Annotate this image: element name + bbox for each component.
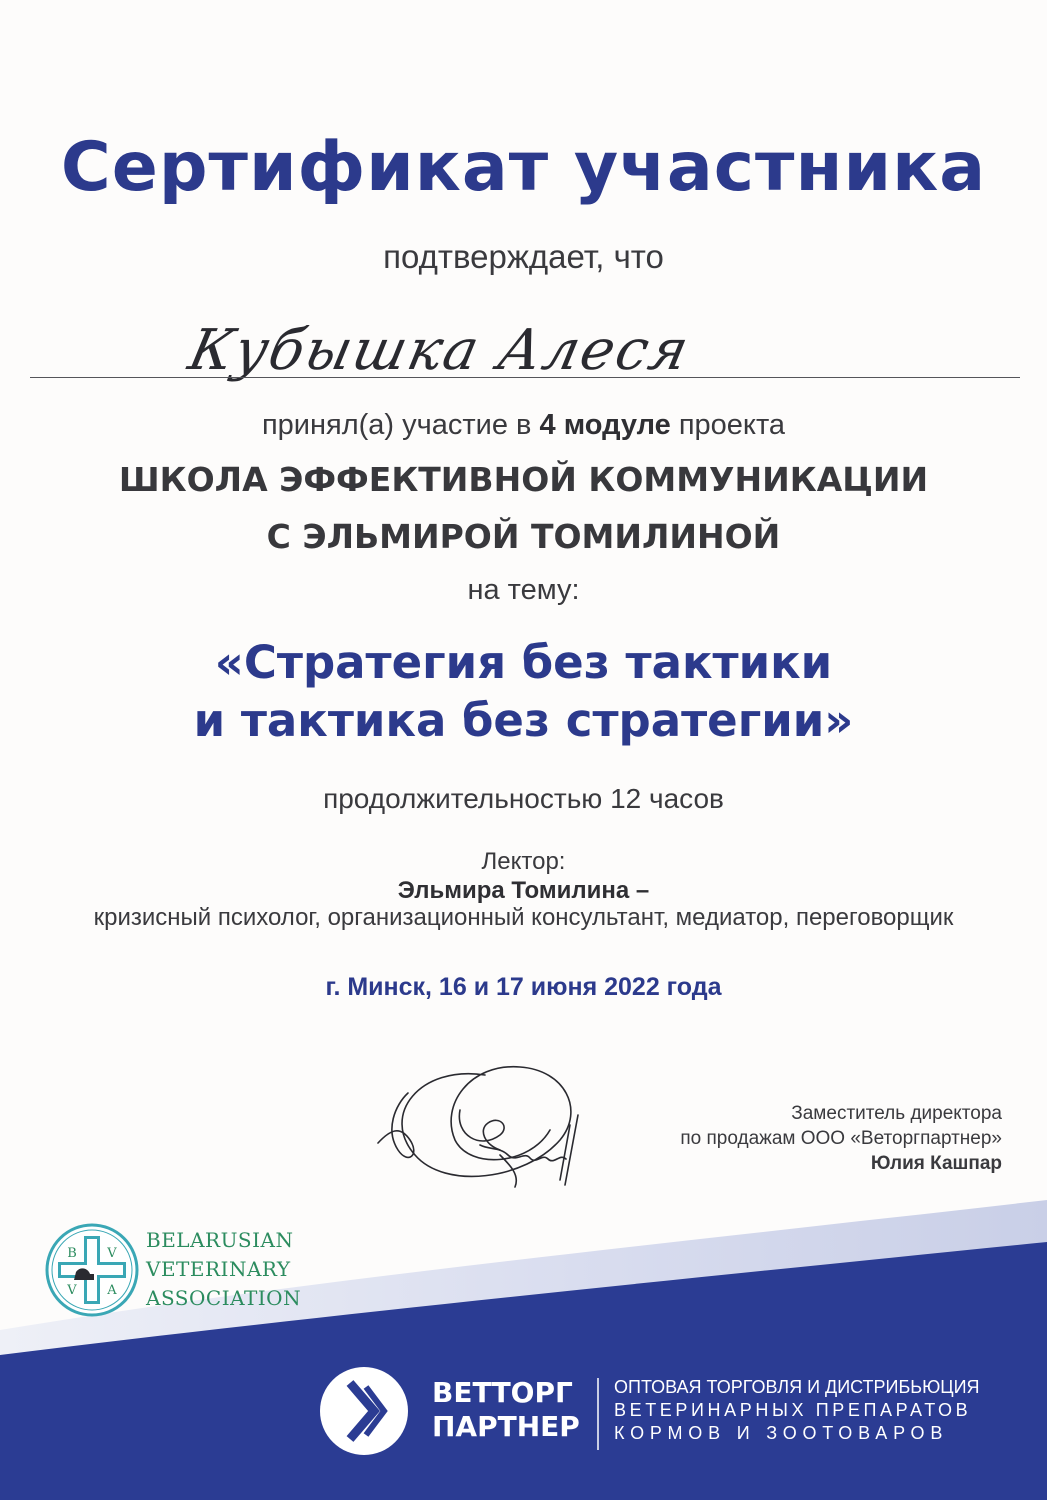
signer-name: Юлия Кашпар (870, 1153, 1002, 1174)
participation-suffix: проекта (670, 409, 786, 441)
company-name-line1: ВЕТТОРГ (432, 1376, 573, 1409)
participant-name: Кубышка Алеся (183, 318, 696, 383)
topic-label: на тему: (467, 574, 580, 606)
theme-line1: «Стратегия без тактики (214, 636, 833, 689)
company-name (432, 1376, 580, 1444)
bva-wordmark (146, 1226, 301, 1313)
module-number: 4 модуле (539, 409, 671, 441)
certificate-title: Сертификат участника (60, 128, 987, 207)
tagline-line1: ОПТОВАЯ ТОРГОВЛЯ И ДИСТРИБЬЮЦИЯ (614, 1377, 980, 1397)
confirms-text: подтверждает, что (383, 238, 664, 275)
signer-title-line1: Заместитель директора (791, 1103, 1002, 1124)
bva-emblem-icon (44, 1222, 140, 1318)
bva-line3: ASSOCIATION (146, 1286, 302, 1310)
project-title-line1: ШКОЛА ЭФФЕКТИВНОЙ КОММУНИКАЦИИ (118, 460, 929, 499)
bva-emblem-letter-v-top: V (107, 1246, 117, 1261)
vettorg-logo-icon (318, 1365, 410, 1457)
bva-line2: VETERINARY (146, 1257, 291, 1281)
participation-prefix: принял(а) участие в (261, 409, 540, 441)
company-divider (597, 1378, 599, 1450)
place-and-date: г. Минск, 16 и 17 июня 2022 года (325, 973, 722, 1001)
bva-emblem-letter-v-bottom: V (67, 1283, 77, 1298)
name-underline (30, 377, 1020, 378)
lector-name: Эльмира Томилина – (397, 877, 650, 904)
participation-text (0, 409, 1047, 442)
tagline-line3: КОРМОВ И ЗООТОВАРОВ (614, 1423, 949, 1443)
lector-label: Лектор: (481, 848, 566, 875)
tagline-line2: ВЕТЕРИНАРНЫХ ПРЕПАРАТОВ (614, 1400, 972, 1420)
duration-text: продолжительностью 12 часов (323, 783, 724, 814)
signer-title-line2: по продажам ООО «Веторгпартнер» (680, 1128, 1002, 1149)
signer-block (680, 1101, 1002, 1176)
theme-line2: и тактика без стратегии» (193, 694, 854, 747)
bva-emblem-letter-a: A (107, 1283, 117, 1298)
company-name-line2: ПАРТНЕР (432, 1410, 580, 1443)
bva-line1: BELARUSIAN (146, 1228, 294, 1252)
lector-description: кризисный психолог, организационный консультант, медиатор, переговорщик (93, 904, 954, 931)
signature-icon (360, 1055, 620, 1195)
company-tagline (614, 1376, 999, 1445)
bva-emblem-letter-b: B (67, 1246, 77, 1261)
project-title-line2: С ЭЛЬМИРОЙ ТОМИЛИНОЙ (266, 517, 781, 556)
